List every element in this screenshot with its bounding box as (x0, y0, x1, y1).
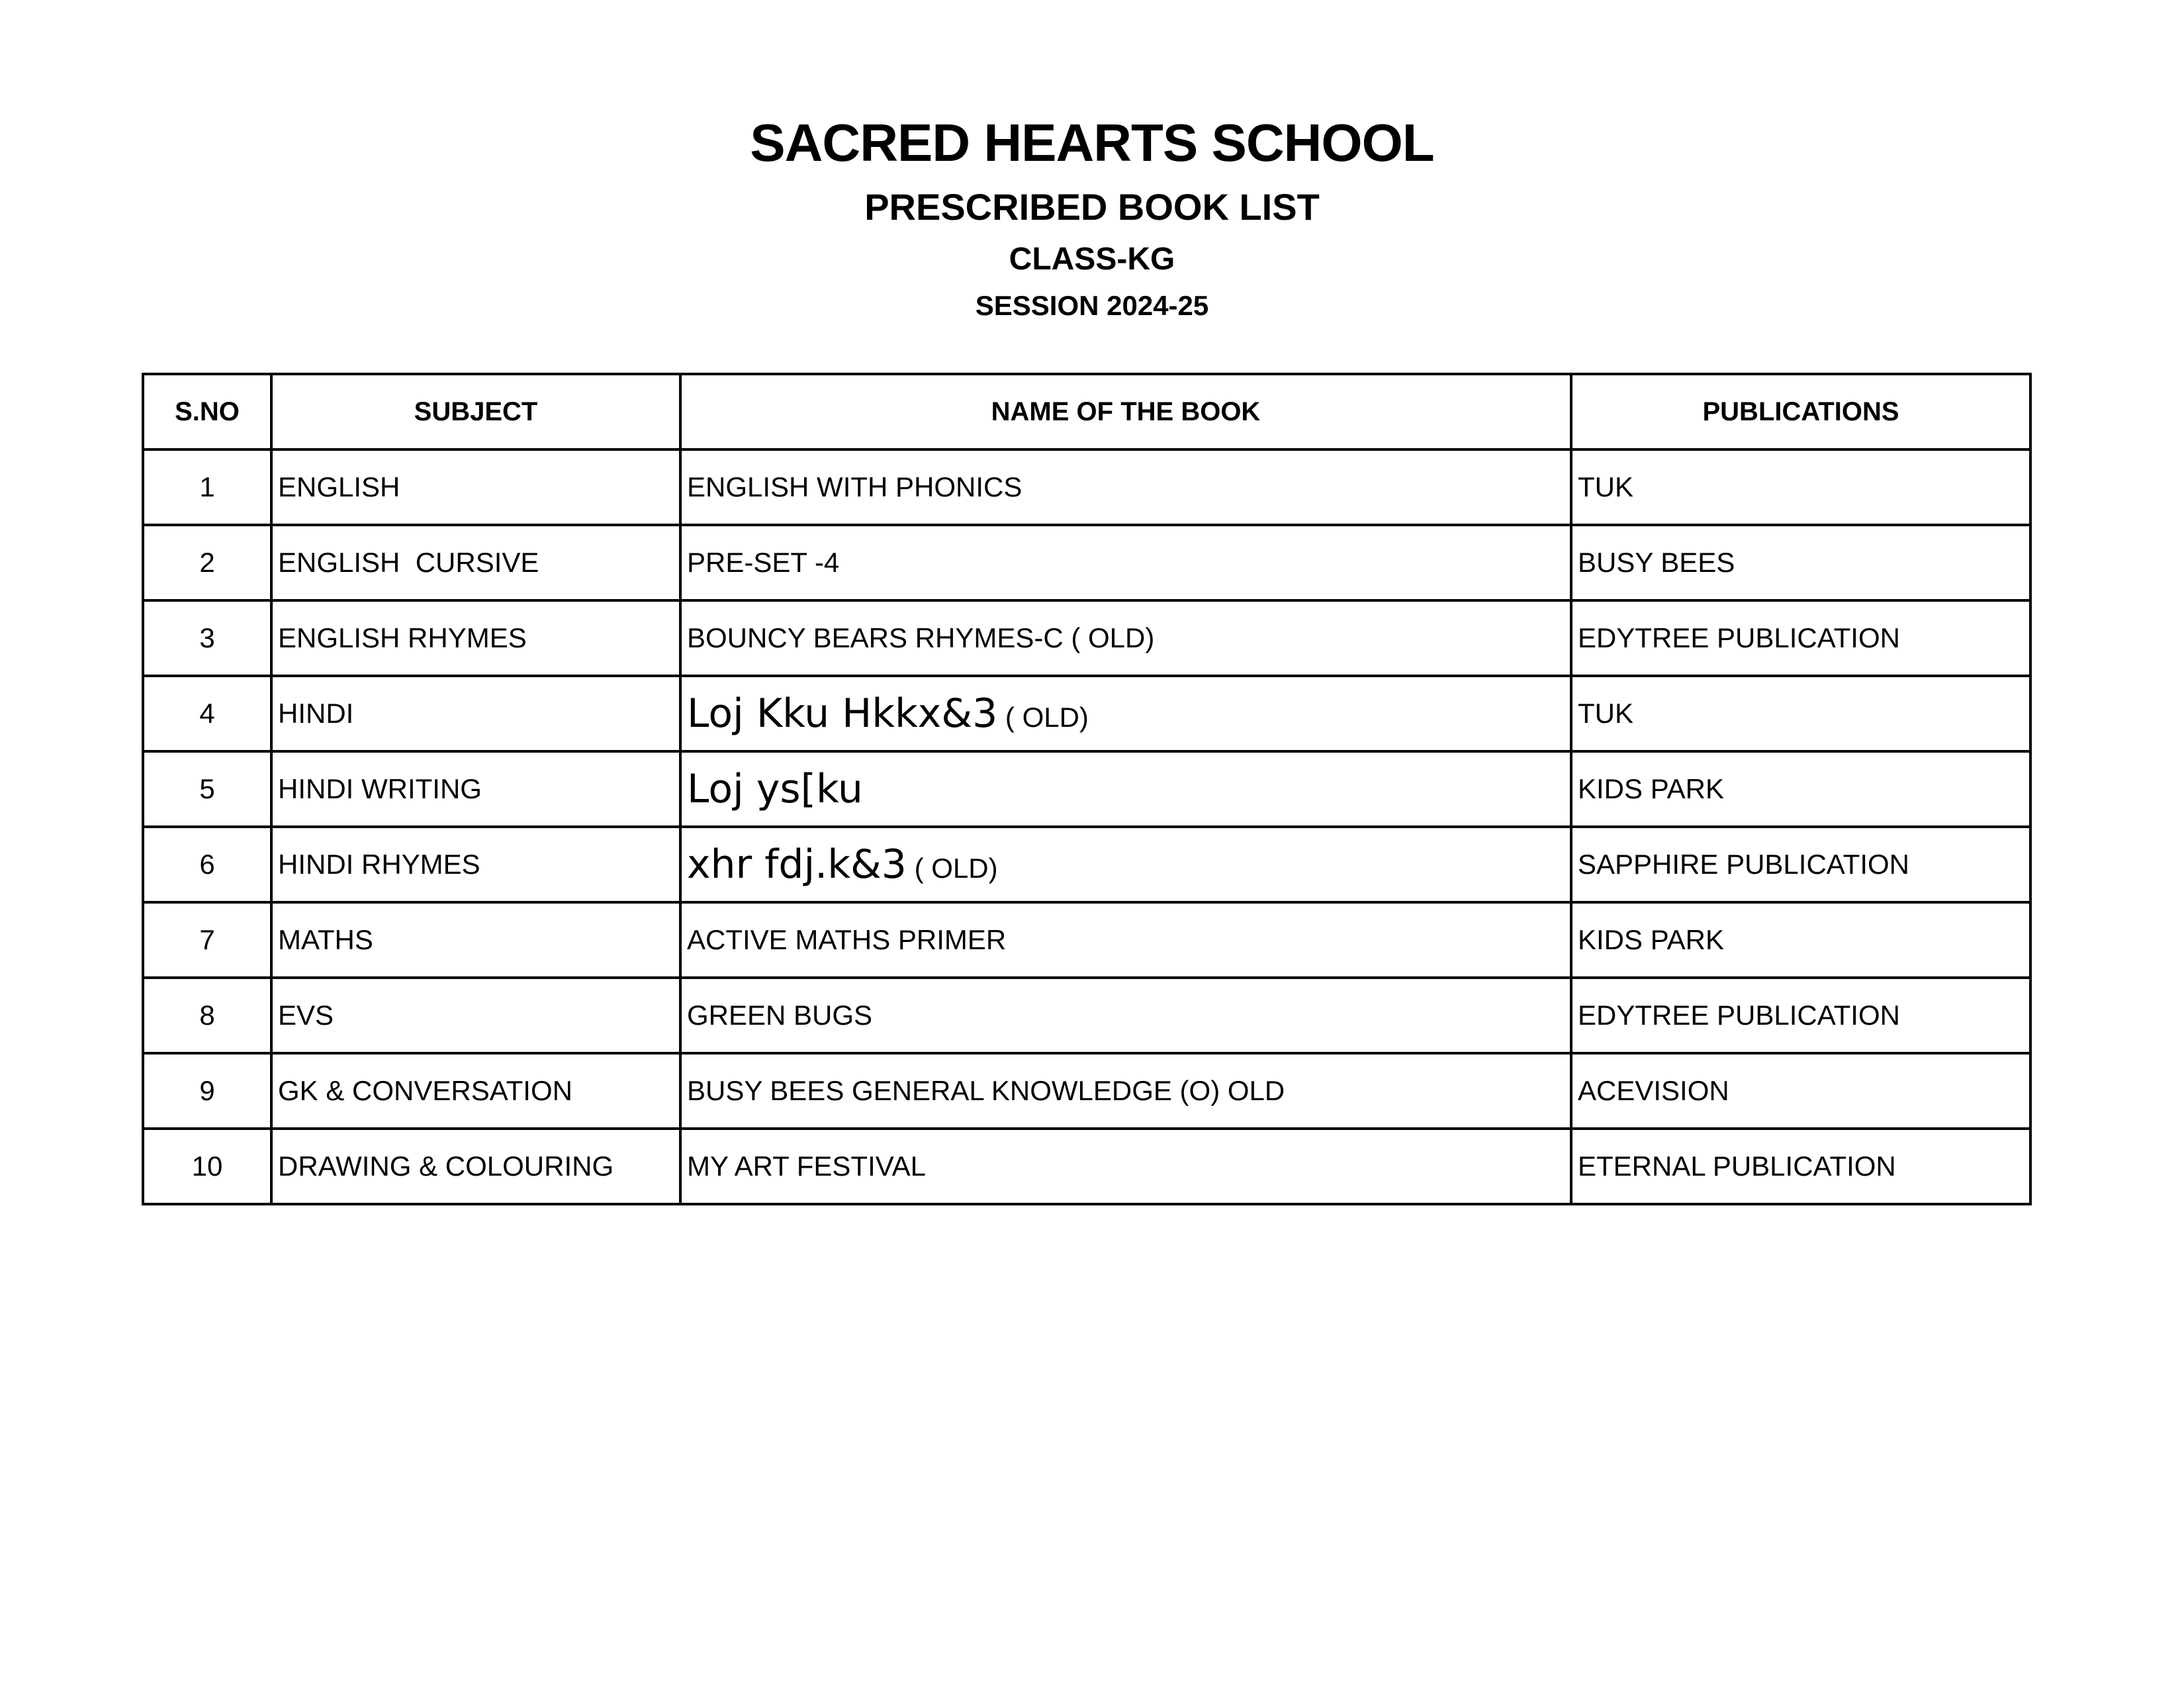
session-label: SESSION 2024-25 (975, 290, 1209, 321)
book-edition-tag: ( OLD) (914, 853, 998, 884)
cell-book-name (680, 827, 1571, 902)
book-title-text: xhr fdj.k&3 (687, 841, 907, 888)
cell-sno: 10 (143, 1129, 271, 1204)
table-row (143, 1129, 2030, 1204)
document-title: PRESCRIBED BOOK LIST (864, 186, 1320, 228)
cell-subject: DRAWING & COLOURING (271, 1129, 680, 1204)
cell-publication: BUSY BEES (1571, 525, 2030, 600)
cell-publication: KIDS PARK (1571, 751, 2030, 827)
cell-subject: GK & CONVERSATION (271, 1053, 680, 1129)
cell-book-name (680, 676, 1571, 751)
table-row (143, 751, 2030, 827)
school-name: SACRED HEARTS SCHOOL (750, 113, 1434, 172)
column-header-book-name: NAME OF THE BOOK (680, 374, 1571, 449)
table-row (143, 600, 2030, 676)
book-edition-tag: ( OLD) (1005, 702, 1089, 733)
cell-sno: 8 (143, 978, 271, 1053)
cell-subject: ENGLISH RHYMES (271, 600, 680, 676)
cell-subject: ENGLISH CURSIVE (271, 525, 680, 600)
cell-publication: ETERNAL PUBLICATION (1571, 1129, 2030, 1204)
cell-publication: SAPPHIRE PUBLICATION (1571, 827, 2030, 902)
table-row (143, 1053, 2030, 1129)
book-title-text: Loj ys[ku (687, 766, 863, 812)
table-row (143, 902, 2030, 978)
cell-subject: HINDI WRITING (271, 751, 680, 827)
cell-book-name: ACTIVE MATHS PRIMER (680, 902, 1571, 978)
cell-book-name: BUSY BEES GENERAL KNOWLEDGE (O) OLD (680, 1053, 1571, 1129)
cell-publication: TUK (1571, 676, 2030, 751)
cell-book-name: PRE-SET -4 (680, 525, 1571, 600)
table-row (143, 449, 2030, 525)
cell-sno: 1 (143, 449, 271, 525)
cell-publication: EDYTREE PUBLICATION (1571, 978, 2030, 1053)
book-title-text: Loj Kku Hkkx&3 (687, 690, 998, 737)
table-row (143, 978, 2030, 1053)
cell-book-name: MY ART FESTIVAL (680, 1129, 1571, 1204)
cell-subject: MATHS (271, 902, 680, 978)
cell-publication: TUK (1571, 449, 2030, 525)
cell-sno: 5 (143, 751, 271, 827)
cell-book-name: BOUNCY BEARS RHYMES-C ( OLD) (680, 600, 1571, 676)
column-header-publications: PUBLICATIONS (1571, 374, 2030, 449)
table-row (143, 827, 2030, 902)
cell-publication: KIDS PARK (1571, 902, 2030, 978)
cell-sno: 9 (143, 1053, 271, 1129)
cell-subject: ENGLISH (271, 449, 680, 525)
cell-book-name (680, 751, 1571, 827)
cell-sno: 4 (143, 676, 271, 751)
column-header-sno: S.NO (143, 374, 271, 449)
cell-subject: EVS (271, 978, 680, 1053)
table-row (143, 525, 2030, 600)
cell-subject: HINDI RHYMES (271, 827, 680, 902)
cell-publication: EDYTREE PUBLICATION (1571, 600, 2030, 676)
cell-sno: 3 (143, 600, 271, 676)
cell-sno: 7 (143, 902, 271, 978)
table-header-row (143, 374, 2030, 449)
book-list-table (142, 373, 2032, 1205)
column-header-subject: SUBJECT (271, 374, 680, 449)
cell-publication: ACEVISION (1571, 1053, 2030, 1129)
cell-sno: 2 (143, 525, 271, 600)
cell-sno: 6 (143, 827, 271, 902)
table-row (143, 676, 2030, 751)
class-label: CLASS-KG (1009, 242, 1175, 277)
cell-book-name: ENGLISH WITH PHONICS (680, 449, 1571, 525)
cell-subject: HINDI (271, 676, 680, 751)
cell-book-name: GREEN BUGS (680, 978, 1571, 1053)
